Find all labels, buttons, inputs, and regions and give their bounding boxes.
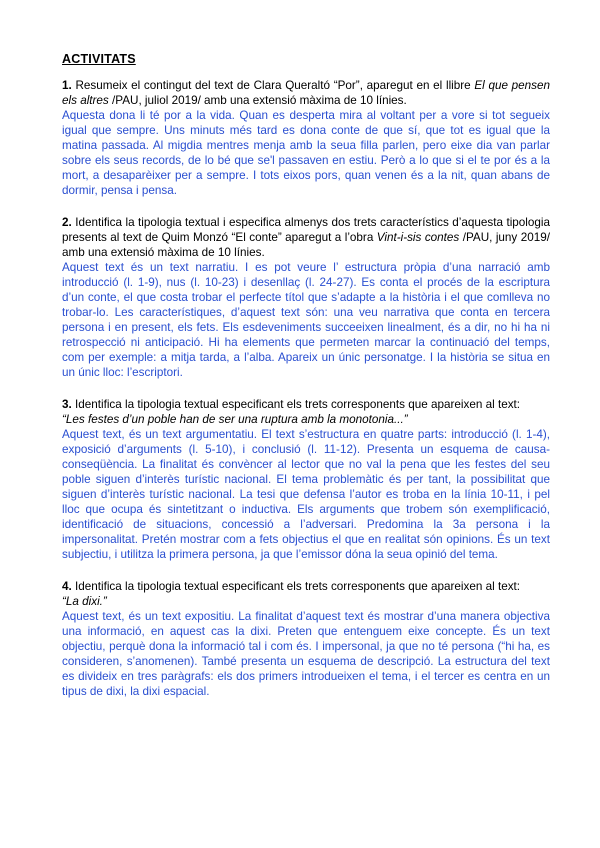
question-1-text-b: /PAU, juliol 2019/ amb una extensió màxima de 10 línies.	[108, 94, 407, 107]
question-3-number: 3.	[62, 398, 72, 411]
activity-4	[62, 579, 550, 699]
question-4-quote	[62, 594, 550, 609]
question-1-number: 1.	[62, 79, 72, 92]
question-2-text-a: Identifica la tipologia textual i especifica almenys dos trets característics d’aquesta tipologia presents al text de Quim Monzó “El conte” aparegut a l’obra	[62, 216, 550, 244]
activity-1	[62, 78, 550, 198]
page-title: ACTIVITATS	[62, 52, 136, 66]
question-2	[62, 215, 550, 260]
question-1-book-title: El que pensen els altres	[62, 79, 550, 107]
question-4-number: 4.	[62, 580, 72, 593]
question-2-number: 2.	[62, 216, 72, 229]
answer-3: Aquest text, és un text argumentatiu. El text s’estructura en quatre parts: introducció (l. 1-4), exposició d’arguments (l. 5-10), i conclusió (l. 11-12). Presenta un esquema de causa-conseqüència. La finalitat és convèncer al lector que no val la pena que les festes del seu poble siguen d’interès turístic nacional. El tema problemàtic és per tant, la possibilitat que siguen d’interès turístic nacional. La tesi que defensa l’autor es troba en la línia 10-11, i pel lloc que ocupa és sintetitzant o inductiva. Els arguments que trobem són exemplificació, identificació de situacions, concessió a l’adversari. Predomina la 3a persona i la impersonalitat. Pretén mostrar com a fets objectius el que en realitat són opinions. És un text subjectiu, i utilitza la primera persona, ja que l’emissor dóna la seua opinió del tema.	[62, 428, 550, 561]
question-4-quote-text: “La dixi.”	[62, 595, 107, 608]
question-3-quote	[62, 412, 550, 427]
question-1-text-a: Resumeix el contingut del text de Clara Queraltó “Por”, aparegut en el llibre	[71, 79, 475, 92]
question-3-text: Identifica la tipologia textual especificant els trets corresponents que apareixen al text:	[71, 398, 521, 411]
question-1	[62, 78, 550, 108]
question-3	[62, 397, 550, 412]
answer-2: Aquest text és un text narratiu. I es pot veure l’ estructura pròpia d’una narració amb introducció (l. 1-9), nus (l. 10-23) i desenllaç (l. 24-27). Es conta el procés de la escriptura d’un conte, el que costa trobar el perfecte títol que s’adapte a la història i el que comlleva no trobar-lo. Les característiques, d’aquest text són: una veu narrativa que conta en tercera persona i en present, els fets. Els esdeveniments succeeixen linealment, és a dir, no hi ha ni retrospecció ni anticipació. Hi ha elements que permeten marcar la continuació del temps, com per exemple: a mitja tarda, a l’alba. Apareix un únic personatge. I la història se situa en un únic lloc: l’escriptori.	[62, 261, 550, 379]
answer-1: Aquesta dona li té por a la vida. Quan es desperta mira al voltant per a vore si tot segueix igual que sempre. Uns minuts més tard es dona conte de que sí, que tot es igual que la matina passada. Al migdia mentres menja amb la seua filla parlen, pero eixe dia van parlar sobre els seus records, de lo bé que se'l passaven en estiu. Però a lo que si el te por és a la mort, a desaparèixer per a sempre. I tots eixos pors, quan venen és a la nit, quan abans de dormir, pensa i pensa.	[62, 109, 550, 197]
question-4-text: Identifica la tipologia textual especificant els trets corresponents que apareixen al text:	[71, 580, 521, 593]
question-3-quote-text: “Les festes d’un poble han de ser una ruptura amb la monotonia...”	[62, 413, 408, 426]
question-2-text-b: /PAU, juny 2019/ amb una extensió màxima de 10 línies.	[62, 231, 550, 259]
activity-3	[62, 397, 550, 562]
question-2-book-title: Vint-i-sis contes	[376, 231, 460, 244]
question-4	[62, 579, 550, 594]
answer-4: Aquest text, és un text expositiu. La finalitat d’aquest text és mostrar d’una manera objectiva una informació, en aquest cas la dixi. Preten que entenguem eixe concepte. És un text objectiu, perquè dona la informació tal i com és. I impersonal, ja que no té persona (“hi ha, es consideren, s’anomenen). També presenta un esquema de descripció. La estructura del text es divideix en tres paràgrafs: els dos primers introdueixen el tema, i el tercer es centra en un tipus de dixi, la dixi espacial.	[62, 610, 550, 698]
document-content	[62, 52, 550, 716]
activity-2	[62, 215, 550, 380]
